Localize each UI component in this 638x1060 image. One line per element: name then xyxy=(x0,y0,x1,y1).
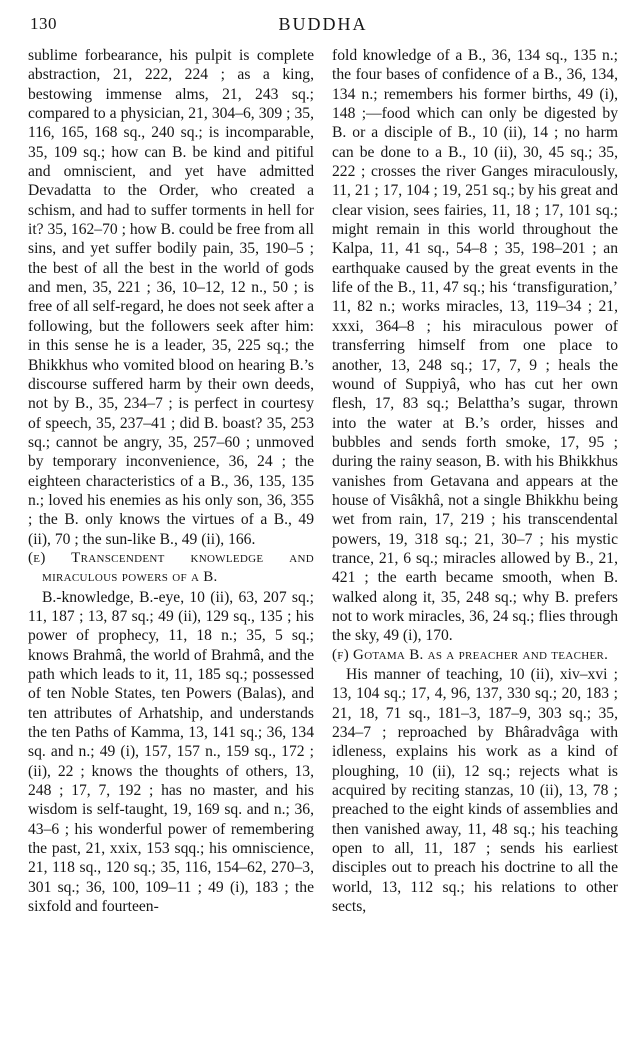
entry-paragraph: His manner of teaching, 10 (ii), xiv–xvi ; 13, 104 sq.; 17, 4, 96, 137, 330 sq.; 20, 183 ; 21, 18, 71 sq., 181–3, 187–9, 303 sq.; 35, 234–7 ; reproached by Bhâradvâga with idleness, explains his work as a kind of ploughing, 10 (ii), 12 sq.; rejects what is acquired by reciting stanzas, 10 (ii), 13, 78 ; preached to the eight kinds of assemblies and then vanished away, 11, 48 sq.; his teaching open to all, 11, 187 ; sends his earliest disciples out to preach his doctrine to all the world, 13, 112 sq.; his relations to other sects, xyxy=(332,666,618,916)
page-number: 130 xyxy=(30,14,57,33)
running-head: BUDDHA xyxy=(278,14,368,34)
entry-continuation: fold knowledge of a B., 36, 134 sq., 135 n.; the four bases of confidence of a B., 36, 134, 134 n.; remembers his former births, 49 (i), 148 ;—food which can only be digested by B. or a disciple of B., 10 (ii), 14 ; no harm can be done to a B., 10 (ii), 30, 45 sq.; 35, 222 ; crosses the river Ganges miraculously, 11, 21 ; 17, 104 ; 19, 251 sq.; by his great and clear vision, sees fairies, 11, 18 ; 17, 101 sq.; might remain in this world throughout the Kalpa, 11, 41 sq., 54–8 ; 35, 198–201 ; an earthquake caused by the great events in the life of the B., 11, 47 sq.; his ‘transfiguration,’ 11, 82 n.; works miracles, 13, 119–34 ; 21, xxxi, 364–8 ; his miraculous power of transferring himself from one place to another, 13, 248 sq.; 17, 7, 9 ; heals the wound of Suppiyâ, who has cut her own flesh, 17, 83 sq.; Belattha’s sugar, thrown into the water at B.’s order, hisses and bubbles and sends forth smoke, 17, 95 ; during the rainy season, B. with his Bhikkhus vanishes from Getavana and appears at the house of Visâkhâ, not a single Bhikkhu being wet from rain, 17, 219 ; his transcendental powers, 19, 318 sq.; 21, 30–7 ; his mystic trance, 21, 6 sq.; miracles allowed by B., 21, 421 ; the earth became smooth, when B. walked along it, 35, 248 sq.; why B. prefers not to work miracles, 36, 24 sq.; flies through the sky, 49 (i), 170. xyxy=(332,47,618,645)
right-column xyxy=(332,46,618,916)
two-column-body xyxy=(28,46,618,916)
section-heading-f: (f) Gotama B. as a preacher and teacher. xyxy=(332,646,609,663)
section-heading-e: (e) Transcendent knowledge and miraculous powers of a B. xyxy=(28,549,314,586)
left-column xyxy=(28,46,314,916)
entry-continuation: sublime forbearance, his pulpit is complete abstraction, 21, 222, 224 ; as a king, bestowing immense alms, 21, 243 sq.; compared to a physician, 21, 304–6, 309 ; 35, 116, 165, 168 sq., 240 sq.; is incomparable, 35, 109 sq.; how can B. be kind and pitiful and omniscient, and yet have admitted Devadatta to the Order, who created a schism, and had to suffer torments in hell for it? 35, 162–70 ; how B. could be free from all sins, and yet suffer bodily pain, 35, 190–5 ; the best of all the best in the world of gods and men, 35, 221 ; 36, 10–12, 12 n., 50 ; is free of all self-regard, he does not seek after a following, but the followers seek after him: in this sense he is a leader, 35, 225 sq.; the Bhikkhus who vomited blood on hearing B.’s discourse suffered harm by their own deeds, not by B., 35, 234–7 ; is perfect in courtesy of speech, 35, 237–41 ; did B. boast? 35, 253 sq.; cannot be angry, 35, 257–60 ; unmoved by temporary inconvenience, 36, 24 ; the eighteen characteristics of a B., 36, 135, 135 n.; loved his enemies as his only son, 36, 355 ; the B. only knows the virtues of a B., 49 (ii), 70 ; the sun-like B., 49 (ii), 166. xyxy=(28,47,314,548)
page-header xyxy=(28,12,618,46)
entry-paragraph: B.-knowledge, B.-eye, 10 (ii), 63, 207 sq.; 11, 187 ; 13, 87 sq.; 49 (ii), 129 sq., 135 ; his power of prophecy, 11, 18 n.; 35, 5 sq.; knows Brahmâ, the world of Brahmâ, and the path which leads to it, 11, 185 sq.; possessed of ten Noble States, ten Powers (Balas), and ten attributes of Arhatship, and understands the ten Paths of Kamma, 13, 141 sq.; 36, 134 sq. and n.; 49 (i), 157, 157 n., 159 sq., 172 ; (ii), 22 ; knows the thoughts of others, 13, 248 ; 17, 7, 192 ; has no master, and his wisdom is self-taught, 19, 169 sq. and n.; 36, 43–6 ; his wonderful power of remembering the past, 21, xxix, 153 sqq.; his omniscience, 21, 118 sq., 120 sq.; 35, 116, 154–62, 270–3, 301 sq.; 36, 100, 109–11 ; 49 (i), 183 ; the sixfold and fourteen- xyxy=(28,588,314,916)
